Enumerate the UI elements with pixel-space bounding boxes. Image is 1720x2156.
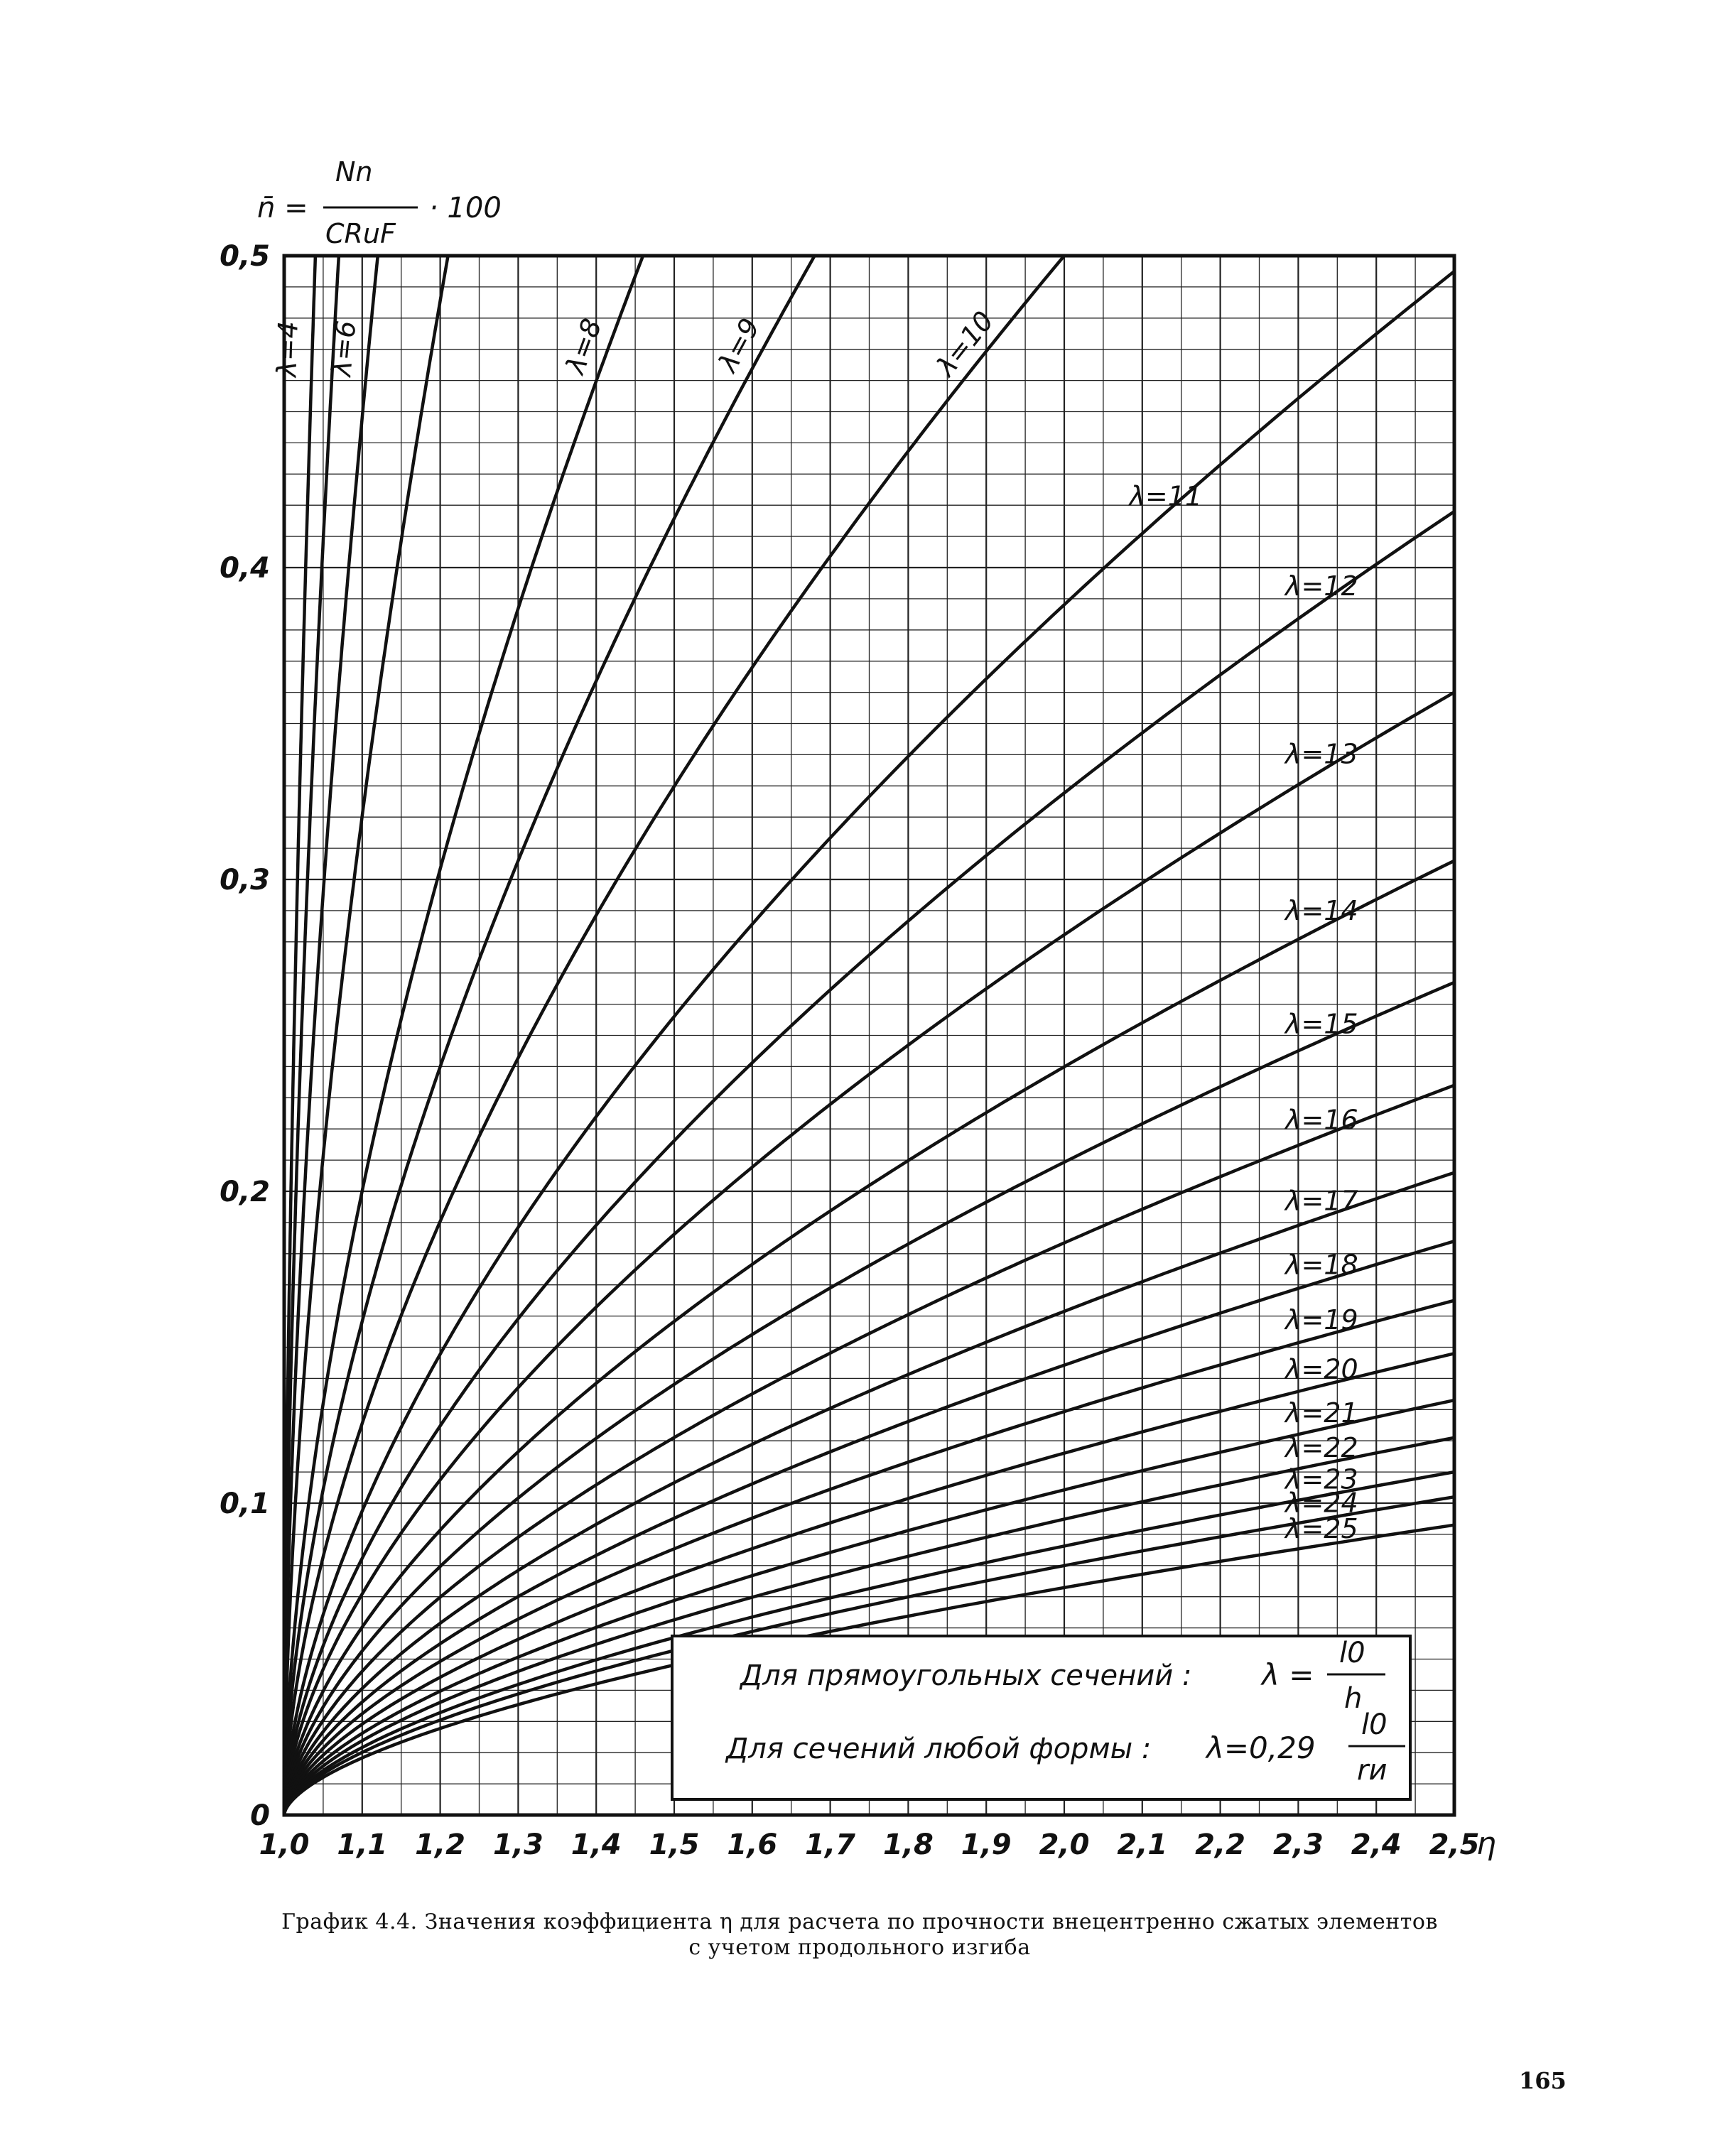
figure-caption-line-1: График 4.4. Значения коэффициента η для расчета по прочности внецентренно сжатых элементов: [281, 1909, 1438, 1934]
y-axis-label-lhs: n̄ =: [257, 192, 308, 224]
y-axis-label-denominator: CRuF: [325, 218, 396, 249]
curve-label-λ=15: λ=15: [1284, 1008, 1358, 1040]
curve-label-λ=23: λ=23: [1284, 1463, 1358, 1495]
legend-box: [672, 1636, 1410, 1799]
curve-label-λ=24: λ=24: [1284, 1487, 1358, 1519]
x-tick-label: 1,5: [649, 1829, 700, 1861]
y-axis-label-factor: · 100: [429, 192, 502, 224]
legend-any-lhs: λ=0,29: [1206, 1730, 1316, 1765]
legend-any-numerator: l0: [1361, 1708, 1388, 1741]
x-tick-label: 2,5: [1429, 1829, 1480, 1861]
figure-caption: [171, 1909, 1549, 1961]
curve-label-λ=14: λ=14: [1284, 895, 1358, 927]
curve-labels: [271, 305, 1358, 1544]
x-tick-label: 1,0: [259, 1829, 310, 1861]
curve-label-λ=20: λ=20: [1284, 1353, 1358, 1385]
x-tick-label: 2,2: [1195, 1829, 1246, 1861]
curve-label-λ=17: λ=17: [1284, 1185, 1358, 1217]
y-axis-label: [257, 156, 502, 249]
x-tick-label: 1,6: [727, 1829, 778, 1861]
curve-label-λ=19: λ=19: [1284, 1304, 1358, 1336]
x-tick-label: 2,0: [1039, 1829, 1090, 1861]
y-tick-label: 0,1: [220, 1488, 270, 1520]
y-tick-labels: [220, 240, 270, 1832]
y-tick-label: 0,5: [220, 240, 270, 273]
curve-label-λ=21: λ=21: [1284, 1397, 1358, 1429]
curve-label-λ=9: λ=9: [712, 313, 767, 377]
x-tick-label: 2,4: [1351, 1829, 1402, 1861]
x-axis-label: η: [1476, 1826, 1496, 1862]
legend-any-label: Для сечений любой формы :: [726, 1733, 1152, 1765]
legend-any-denominator: rи: [1357, 1754, 1388, 1787]
x-tick-label: 1,1: [337, 1829, 388, 1861]
x-tick-label: 1,7: [805, 1829, 856, 1861]
x-tick-label: 1,4: [570, 1829, 622, 1861]
legend-rect-numerator: l0: [1339, 1637, 1365, 1669]
curve-label-λ=22: λ=22: [1284, 1431, 1358, 1463]
curve-label-λ=13: λ=13: [1284, 738, 1358, 770]
curve-label-λ=4: λ=4: [271, 320, 304, 378]
x-tick-label: 2,1: [1117, 1829, 1168, 1861]
y-tick-label: 0: [250, 1799, 270, 1832]
curve-label-λ=6: λ=6: [325, 319, 362, 378]
x-tick-label: 1,3: [492, 1829, 543, 1861]
figure-caption-line-2: с учетом продольного изгиба: [688, 1935, 1031, 1960]
x-tick-label: 2,3: [1272, 1829, 1324, 1861]
y-tick-label: 0,2: [220, 1176, 270, 1208]
x-tick-label: 1,9: [961, 1829, 1012, 1861]
curve-label-λ=8: λ=8: [559, 314, 608, 378]
y-axis-label-numerator: Nn: [335, 156, 373, 188]
x-tick-labels: [259, 1829, 1480, 1861]
legend-rect-lhs: λ =: [1262, 1657, 1314, 1692]
curve-label-λ=11: λ=11: [1129, 480, 1203, 512]
curve-label-λ=12: λ=12: [1284, 570, 1358, 602]
curve-label-λ=10: λ=10: [930, 305, 1000, 382]
curve-label-λ=25: λ=25: [1284, 1513, 1358, 1545]
legend-rect-label: Для прямоугольных сечений :: [740, 1659, 1192, 1692]
curve-label-λ=16: λ=16: [1284, 1104, 1358, 1136]
x-tick-label: 1,8: [882, 1829, 934, 1861]
x-tick-label: 1,2: [415, 1829, 466, 1861]
y-tick-label: 0,4: [220, 552, 270, 585]
curve-label-λ=18: λ=18: [1284, 1249, 1358, 1281]
page-number: 165: [1519, 2067, 1567, 2094]
legend-rect-denominator: h: [1344, 1682, 1363, 1715]
y-tick-label: 0,3: [220, 864, 270, 896]
